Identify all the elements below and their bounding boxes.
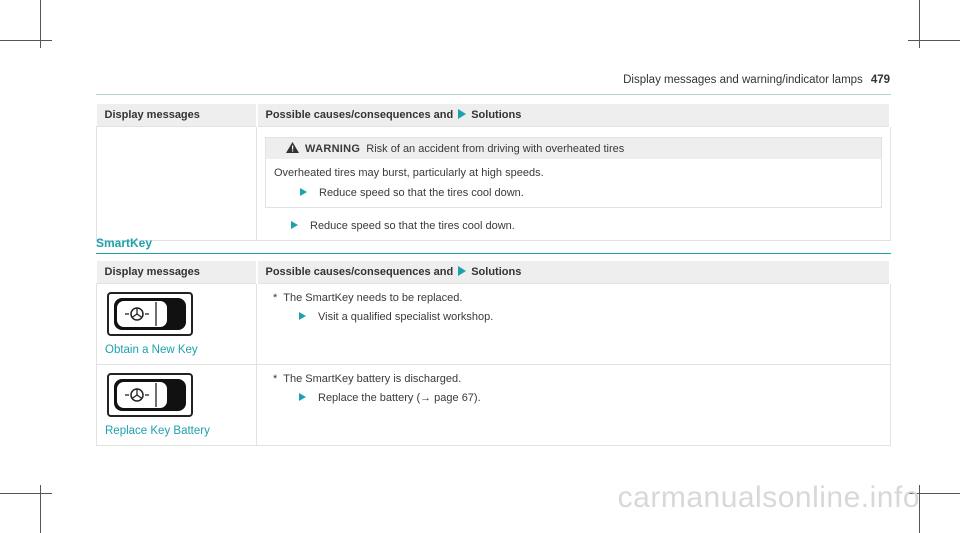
cause-item: [273, 292, 882, 304]
crop-mark: [0, 493, 52, 494]
smartkey-icon: [107, 373, 193, 417]
solution-step: [265, 220, 882, 232]
step-arrow-icon: [291, 221, 298, 229]
warning-step-text: Reduce speed so that the tires cool down.: [319, 187, 524, 199]
section-divider: [96, 253, 891, 254]
col-causes-label: Possible causes/consequences and: [265, 266, 454, 278]
bullet-marker: *: [273, 373, 278, 385]
solution-cell: [257, 365, 891, 446]
display-message-cell: [97, 127, 257, 241]
col-solutions-label: Solutions: [471, 109, 522, 121]
smartkey-icon: [107, 292, 193, 336]
header-divider: [96, 94, 891, 95]
warning-header: [266, 138, 881, 159]
col-solutions-label: Solutions: [471, 266, 522, 278]
solution-step: [265, 392, 882, 404]
running-header: [623, 74, 890, 86]
solution-step-text: Replace the battery (→ page 67).: [318, 392, 481, 404]
display-message-label: Replace Key Battery: [105, 425, 210, 437]
table-row: [97, 284, 891, 365]
step-arrow-icon: [300, 188, 307, 196]
warning-body: [266, 159, 881, 207]
table-row: [97, 127, 891, 241]
solution-step-text: Visit a qualified specialist workshop.: [318, 311, 494, 323]
table-header-row: [97, 104, 891, 127]
page-number: 479: [870, 74, 890, 86]
col-display-messages: Display messages: [97, 104, 257, 127]
col-causes-label: Possible causes/consequences and: [265, 109, 454, 121]
cause-item: [273, 373, 882, 385]
display-message-cell: [97, 365, 257, 446]
warning-text: Overheated tires may burst, particularly at high speeds.: [274, 167, 544, 179]
crop-mark: [908, 40, 960, 41]
col-causes-solutions: [257, 104, 891, 127]
table-header-row: [97, 261, 891, 284]
step-arrow-icon: [299, 312, 306, 320]
running-header-title: Display messages and warning/indicator lamps: [623, 74, 863, 86]
warning-summary: Risk of an accident from driving with overheated tires: [366, 143, 625, 155]
solution-arrow-icon: [458, 266, 466, 276]
messages-table-tires: [96, 104, 891, 241]
warning-triangle-icon: [286, 142, 299, 153]
solution-cell: [257, 127, 891, 241]
display-message-cell: [97, 284, 257, 365]
solution-step-text: Reduce speed so that the tires cool down.: [310, 220, 515, 232]
solution-arrow-icon: [458, 109, 466, 119]
bullet-marker: *: [273, 292, 278, 304]
display-message-label: Obtain a New Key: [105, 344, 198, 356]
warning-step: [274, 187, 873, 199]
step-arrow-icon: [299, 393, 306, 401]
crop-mark: [0, 40, 52, 41]
cause-text: The SmartKey battery is discharged.: [283, 373, 462, 385]
messages-table-smartkey: [96, 261, 891, 446]
section-title: SmartKey: [96, 236, 153, 250]
solution-cell: [257, 284, 891, 365]
cause-text: The SmartKey needs to be replaced.: [283, 292, 463, 304]
solution-step: [265, 311, 882, 323]
col-display-messages: Display messages: [97, 261, 257, 284]
watermark: carmanualsonline.info: [617, 481, 920, 514]
col-causes-solutions: [257, 261, 891, 284]
warning-title: WARNING: [305, 143, 361, 155]
warning-box: [265, 137, 882, 208]
table-row: [97, 365, 891, 446]
